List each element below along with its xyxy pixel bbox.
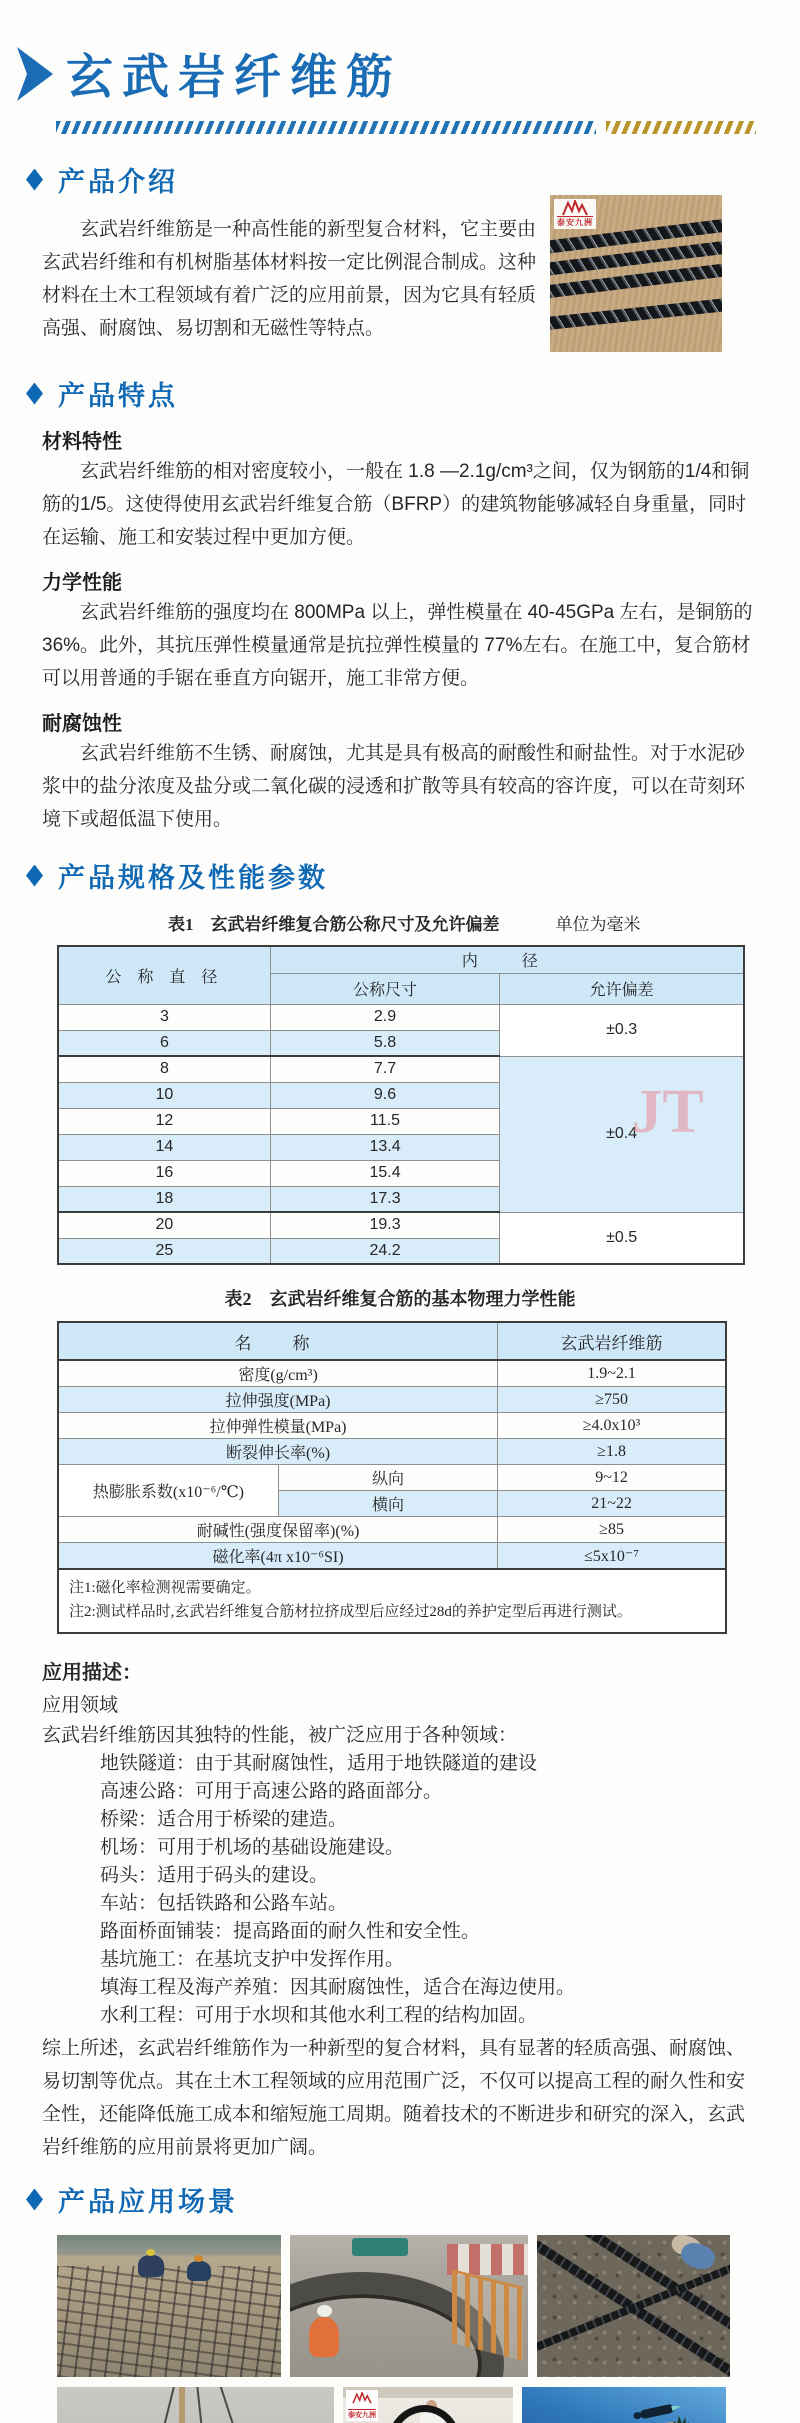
- diamond-icon: [26, 383, 43, 405]
- application-item: 地铁隧道：由于其耐腐蚀性，适用于地铁隧道的建设: [100, 1753, 538, 1774]
- property-value-cell: ≤5x10⁻⁷: [498, 1543, 726, 1570]
- property-name-cell: 断裂伸长率(%): [58, 1439, 498, 1465]
- property-name-cell: 密度(g/cm³): [58, 1360, 498, 1387]
- section-title: 产品特点: [58, 381, 178, 411]
- table-cell: 14: [58, 1134, 270, 1160]
- tolerance-cell: ±0.4 JT: [500, 1056, 744, 1212]
- table-note: 注1:磁化率检测视需要确定。: [69, 1580, 261, 1596]
- feature-title: 力学性能: [42, 572, 122, 594]
- striped-divider: [56, 121, 800, 134]
- photo-reef-dome-crane-lifting: [57, 2387, 334, 2423]
- mountain-logo-icon: [352, 2392, 372, 2404]
- divider-blue-stripes: [56, 121, 596, 134]
- application-item: 车站：包括铁路和公路车站。: [100, 1893, 348, 1914]
- table-row: [58, 1056, 744, 1082]
- property-value-cell: ≥750: [498, 1387, 726, 1413]
- table-row: [58, 1212, 744, 1238]
- crane-cable: [220, 2387, 251, 2423]
- col-header-product-value: 玄武岩纤维筋: [498, 1322, 726, 1360]
- photo-underwater-artificial-reef: [522, 2387, 726, 2423]
- table-row: [58, 1387, 726, 1413]
- table1-caption-row: [168, 910, 800, 935]
- application-heading: 应用描述：: [42, 1662, 142, 1684]
- worker-figure: [138, 2255, 164, 2277]
- brand-logo-text: 泰安九洲: [557, 218, 593, 227]
- application-item: 码头：适用于码头的建设。: [100, 1865, 329, 1886]
- intro-block: [42, 213, 760, 352]
- page-header: [0, 0, 800, 107]
- intro-paragraph: 玄武岩纤维筋是一种高性能的新型复合材料，它主要由玄武岩纤维和有机树脂基体材料按一定比例混合制成。这种材料在土木工程领域有着广泛的应用前景，因为它具有轻质高强、耐腐蚀、易切割和无磁性等特点。: [42, 219, 537, 339]
- diamond-icon: [26, 2189, 43, 2211]
- section-title: 产品介绍: [58, 167, 178, 197]
- application-lead: 玄武岩纤维筋因其独特的性能，被广泛应用于各种领域：: [42, 1725, 518, 1746]
- worker-figure: [309, 2317, 339, 2357]
- feature-title: 材料特性: [42, 431, 122, 453]
- application-item: 填海工程及海产养殖：因其耐腐蚀性，适合在海边使用。: [100, 1977, 576, 1998]
- jt-watermark: JT: [631, 1078, 704, 1147]
- table-row: [58, 1413, 726, 1439]
- table-cell: 18: [58, 1186, 270, 1212]
- property-value-cell: ≥1.8: [498, 1439, 726, 1465]
- table-cell: 5.8: [270, 1030, 499, 1056]
- scuba-diver: [640, 2404, 675, 2420]
- application-item: 桥梁：适合用于桥梁的建造。: [100, 1809, 348, 1830]
- diamond-icon: [26, 865, 43, 887]
- table-cell: 8: [58, 1056, 270, 1082]
- feature-paragraph: 玄武岩纤维筋的相对密度较小，一般在 1.8 —2.1g/cm³之间，仅为钢筋的1/4和铜筋的1/5。这使得使用玄武岩纤维复合筋（BFRP）的建筑物能够减轻自身重量，同时在运输、施工和安装过程中更加方便。: [42, 461, 750, 548]
- page-title: 玄武岩纤维筋: [66, 50, 402, 103]
- product-photo-basalt-rebar: [550, 195, 722, 352]
- property-value-cell: ≥4.0x10³: [498, 1413, 726, 1439]
- table-row: [58, 1517, 726, 1543]
- table-cell: 17.3: [270, 1186, 499, 1212]
- section-title: 产品规格及性能参数: [58, 863, 328, 893]
- property-name-cell: 磁化率(4π x10⁻⁶SI): [58, 1543, 498, 1570]
- excavator-shape: [352, 2238, 408, 2256]
- divider-gold-stripes: [606, 121, 756, 134]
- table-notes-row: [58, 1569, 726, 1633]
- table-cell: 12: [58, 1108, 270, 1134]
- photo-rebar-coil-warehouse: [343, 2387, 513, 2423]
- col-header-property-name: 名 称: [58, 1322, 498, 1360]
- crane-cable: [196, 2387, 208, 2423]
- photo-foundation-trench-construction: [290, 2235, 528, 2377]
- table-cell: 24.2: [270, 1238, 499, 1264]
- property-name-cell: 拉伸强度(MPa): [58, 1387, 498, 1413]
- col-header-tolerance: 允许偏差: [500, 973, 744, 1004]
- mountain-logo-icon: [562, 200, 588, 216]
- table-cell: 20: [58, 1212, 270, 1238]
- table1-caption: 表1 玄武岩纤维复合筋公称尺寸及允许偏差: [168, 915, 500, 934]
- table-row: [58, 1439, 726, 1465]
- table1-unit-note: 单位为毫米: [555, 915, 641, 934]
- rebar-rod: [550, 297, 722, 331]
- tolerance-cell: ±0.5: [500, 1212, 744, 1264]
- application-item: 路面桥面铺装：提高路面的耐久性和安全性。: [100, 1921, 481, 1942]
- feature-paragraph: 玄武岩纤维筋不生锈、耐腐蚀，尤其是具有极高的耐酸性和耐盐性。对于水泥砂浆中的盐分浓度及盐分或二氧化碳的浸透和扩散等具有较高的容许度，可以在苛刻环境下或超低温下使用。: [42, 743, 746, 830]
- brand-logo: [554, 199, 596, 229]
- property-name-cell: 耐碱性(强度保留率)(%): [58, 1517, 498, 1543]
- crane-pole: [179, 2387, 185, 2423]
- rebar-ring: [382, 2400, 466, 2423]
- table-cell: 7.7: [270, 1056, 499, 1082]
- col-header-nominal-size: 公称尺寸: [270, 973, 499, 1004]
- table-cell: 19.3: [270, 1212, 499, 1238]
- table-cell: 9.6: [270, 1082, 499, 1108]
- table-cell: 25: [58, 1238, 270, 1264]
- brand-logo-text: 泰安九洲: [348, 2409, 376, 2420]
- property-value-cell: 1.9~2.1: [498, 1360, 726, 1387]
- table-cell: 6: [58, 1030, 270, 1056]
- photo-rebar-mesh-installation: [57, 2235, 281, 2377]
- application-item: 基坑施工：在基坑支护中发挥作用。: [100, 1949, 405, 1970]
- col-header-inner-diameter: 内 径: [270, 946, 744, 973]
- table-cell: 16: [58, 1160, 270, 1186]
- section-header-specs: [26, 856, 800, 895]
- feature-title: 耐腐蚀性: [42, 713, 122, 735]
- application-item: 高速公路：可用于高速公路的路面部分。: [100, 1781, 443, 1802]
- worker-figure: [187, 2261, 211, 2281]
- property-direction-cell: 横向: [278, 1491, 497, 1517]
- application-list: [100, 1750, 758, 2030]
- property-value-cell: ≥85: [498, 1517, 726, 1543]
- scene-photo-grid: [57, 2235, 747, 2423]
- table2-caption: 表2 玄武岩纤维复合筋的基本物理力学性能: [224, 1289, 576, 1309]
- brand-logo: [346, 2390, 378, 2421]
- col-header-diameter: 公 称 直 径: [58, 946, 270, 1004]
- property-value-cell: 9~12: [498, 1465, 726, 1491]
- spec-table-1: [57, 945, 745, 1265]
- section-header-intro: [26, 160, 800, 199]
- table-cell: 2.9: [270, 1004, 499, 1030]
- application-item: 机场：可用于机场的基础设施建设。: [100, 1837, 405, 1858]
- spec-table-2: [57, 1321, 727, 1634]
- tolerance-cell: ±0.3: [500, 1004, 744, 1056]
- property-name-cell: 热膨胀系数(x10⁻⁶/℃): [58, 1465, 278, 1517]
- table-row: [58, 1465, 726, 1491]
- photo-rebar-grid-closeup: [537, 2235, 730, 2377]
- application-subheading: 应用领域: [42, 1695, 119, 1716]
- feature-list: [0, 425, 800, 836]
- feature-paragraph: 玄武岩纤维筋的强度均在 800MPa 以上，弹性模量在 40-45GPa 左右，是铜筋的36%。此外，其抗压弹性模量通常是抗拉弹性模量的 77%左右。在施工中，复合筋材可以用普通的手锯在垂直方向锯开，施工非常方便。: [42, 602, 753, 689]
- diamond-icon: [26, 169, 43, 191]
- gloved-hand: [678, 2239, 718, 2272]
- property-name-cell: 拉伸弹性模量(MPa): [58, 1413, 498, 1439]
- table-row: [58, 1004, 744, 1030]
- section-title: 产品应用场景: [58, 2187, 238, 2217]
- rebar-mesh: [57, 2266, 281, 2377]
- property-value-cell: 21~22: [498, 1491, 726, 1517]
- table-row: [58, 1360, 726, 1387]
- table-note: 注2:测试样品时,玄武岩纤维复合筋材拉挤成型后应经过28d的养护定型后再进行测试。: [69, 1604, 632, 1620]
- chevron-right-icon: [16, 47, 54, 101]
- section-header-features: [26, 374, 800, 413]
- section-header-scenes: [26, 2180, 800, 2219]
- application-item: 水利工程：可用于水坝和其他水利工程的结构加固。: [100, 2005, 538, 2026]
- table-cell: 3: [58, 1004, 270, 1030]
- table-cell: 11.5: [270, 1108, 499, 1134]
- crane-cable: [151, 2387, 176, 2423]
- table-cell: 15.4: [270, 1160, 499, 1186]
- table-notes-cell: [58, 1569, 726, 1633]
- property-direction-cell: 纵向: [278, 1465, 497, 1491]
- table-cell: 13.4: [270, 1134, 499, 1160]
- table-cell: 10: [58, 1082, 270, 1108]
- application-summary: 综上所述，玄武岩纤维筋作为一种新型的复合材料，具有显著的轻质高强、耐腐蚀、易切割等优点。其在土木工程领域的应用范围广泛，不仅可以提高工程的耐久性和安全性，还能降低施工成本和缩短施工周期。随着技术的不断进步和研究的深入，玄武岩纤维筋的应用前景将更加广阔。: [42, 2038, 746, 2158]
- table-row: [58, 1543, 726, 1570]
